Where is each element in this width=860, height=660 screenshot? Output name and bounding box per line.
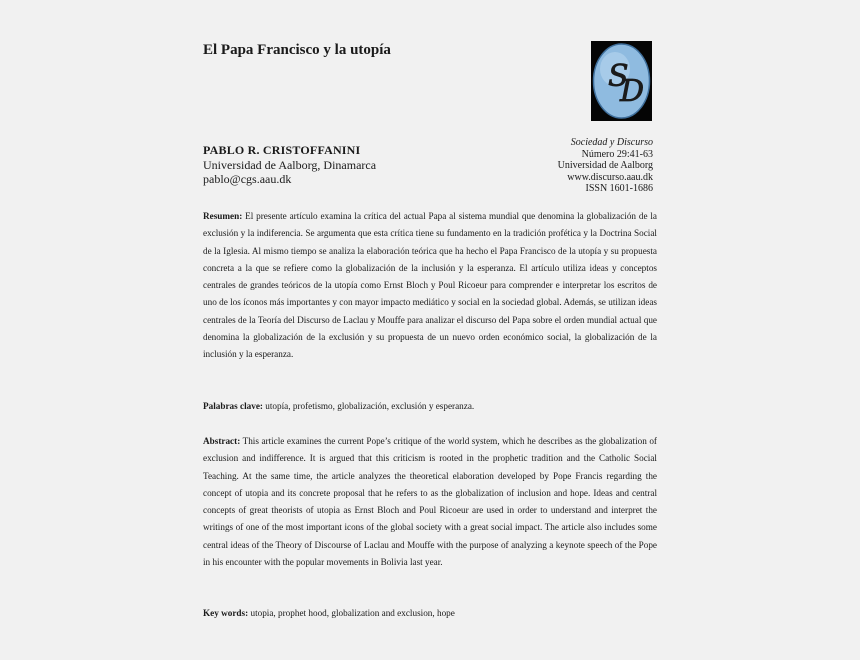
resumen-label: Resumen: [203,211,243,221]
journal-logo [591,41,652,121]
resumen-text: El presente artículo examina la crítica del actual Papa al sistema mundial que denomina la globalización de la exclusión y la indiferencia. Se argumenta que esta crítica tiene su fundamento en la tradición profética y la Doctrina Social de la Iglesia. Al mismo tiempo se analiza la elaboración teórica que ha hecho el Papa Francisco de la utopía y su propuesta concreta a la que se refiere como la globalización de la inclusión y la esperanza. El artículo utiliza ideas y conceptos centrales de grandes teóricos de la utopía como Ernst Bloch y Poul Ricoeur para comprender e interpretar los escritos de uno de los íconos más importantes y con mayor impacto mediático y social en la sociedad global. Además, se utilizan ideas centrales de la Teoría del Discurso de Laclau y Mouffe para analizar el discurso del Papa sobre el orden mundial actual que denomina la globalización de la exclusión y su propuesta de un nuevo orden económico social, la globalización de la inclusión y la esperanza. [203,211,657,360]
key-words-paragraph [203,605,657,622]
abstract-text: This article examines the current Pope’s critique of the world system, which he describes as the globalization of exclusion and indifference. It is argued that this criticism is rooted in the prophetic tradition and the Catholic Social Teaching. At the same time, the article analyzes the theoretical elaboration developed by Pope Francis regarding the concept of utopia and its concrete proposal that he refers to as the globalization of inclusion and hope. Ideas and central concepts of great theorists of utopia as Ernst Bloch and Poul Ricoeur are used in order to understand and interpret the writings of one of the most important icons of the global society with a great social impact. The article also includes some central ideas of the Theory of Discourse of Laclau and Mouffe with the purpose of analyzing a keynote speech of the Pope in his encounter with the popular movements in Bolivia last year. [203,436,657,568]
resumen-paragraph [203,208,657,364]
journal-name: Sociedad y Discurso [570,137,653,148]
journal-publisher: Universidad de Aalborg [557,160,653,172]
abstract-paragraph [203,433,657,571]
palabras-clave-label: Palabras clave: [203,401,263,411]
journal-issn: ISSN 1601-1686 [585,183,653,195]
abstract-label: Abstract: [203,436,241,446]
journal-issue: Número 29:41-63 [581,148,653,160]
author-name: PABLO R. CRISTOFFANINI [203,143,361,157]
author-email[interactable]: pablo@cgs.aau.dk [203,172,292,186]
author-block [203,143,376,187]
journal-website[interactable]: www.discurso.aau.dk [567,171,653,183]
paper-title: El Papa Francisco y la utopía [203,42,391,58]
svg-text:S: S [608,59,629,94]
sd-logo-icon [591,41,652,121]
author-affiliation: Universidad de Aalborg, Dinamarca [203,157,377,172]
palabras-clave-text: utopía, profetismo, globalización, exclusión y esperanza. [262,401,475,411]
key-words-text: utopia, prophet hood, globalization and exclusion, hope [248,608,455,618]
svg-text:D: D [620,74,645,109]
journal-info [558,137,653,195]
key-words-label: Key words: [203,608,249,618]
palabras-clave-paragraph [203,398,657,415]
